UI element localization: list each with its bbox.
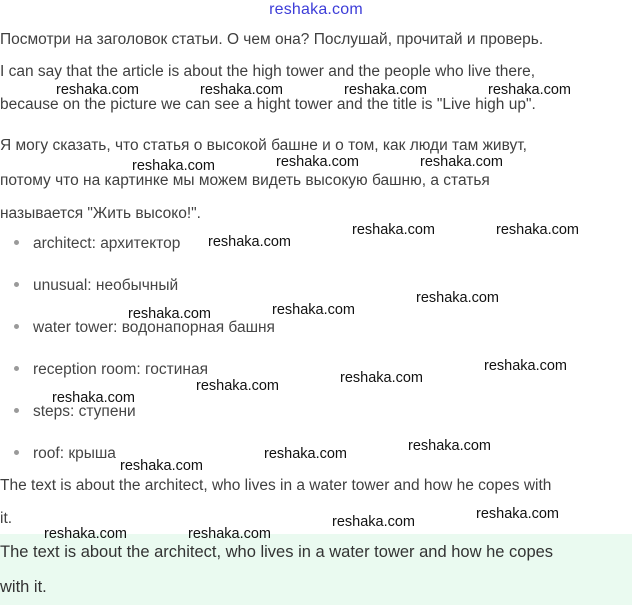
watermark: reshaka.com — [484, 358, 568, 374]
bullet-icon — [14, 408, 19, 413]
watermark: reshaka.com — [344, 82, 428, 98]
vocabulary-item-text: architect: архитектор — [33, 235, 181, 252]
watermark: reshaka.com — [340, 370, 424, 386]
watermark: reshaka.com — [332, 514, 416, 530]
site-header-link[interactable]: reshaka.com — [269, 1, 363, 18]
watermark: reshaka.com — [272, 302, 356, 318]
russian-answer-line-1: Я могу сказать, что статья о высокой башне и о том, как люди там живут, — [0, 137, 527, 154]
watermark: reshaka.com — [352, 222, 436, 238]
vocabulary-item-text: water tower: водонапорная башня — [33, 319, 275, 336]
watermark: reshaka.com — [56, 82, 140, 98]
watermark: reshaka.com — [416, 290, 500, 306]
bullet-icon — [14, 240, 19, 245]
bullet-icon — [14, 282, 19, 287]
watermark: reshaka.com — [264, 446, 348, 462]
vocabulary-item-text: unusual: необычный — [33, 277, 179, 294]
watermark: reshaka.com — [476, 506, 560, 522]
summary-line-2: it. — [0, 510, 13, 527]
watermark: reshaka.com — [132, 158, 216, 174]
russian-answer-line-2: потому что на картинке мы можем видеть высокую башню, а статья — [0, 172, 490, 189]
highlighted-answer-line-1: The text is about the architect, who lives in a water tower and how he copes — [0, 543, 554, 561]
watermark: reshaka.com — [496, 222, 580, 238]
highlighted-answer-box — [0, 534, 632, 605]
watermark: reshaka.com — [120, 458, 204, 474]
bullet-icon — [14, 450, 19, 455]
summary-line-1: The text is about the architect, who lives in a water tower and how he copes with — [0, 477, 552, 494]
vocabulary-item-text: roof: крыша — [33, 445, 116, 462]
watermark: reshaka.com — [488, 82, 572, 98]
watermark: reshaka.com — [408, 438, 492, 454]
vocabulary-item-text: steps: ступени — [33, 403, 136, 420]
watermark: reshaka.com — [208, 234, 292, 250]
english-answer-line-1: I can say that the article is about the high tower and the people who live there, — [0, 63, 536, 80]
bullet-icon — [14, 366, 19, 371]
watermark: reshaka.com — [52, 390, 136, 406]
watermark: reshaka.com — [44, 526, 128, 542]
vocabulary-item — [14, 235, 180, 253]
russian-answer-line-3: называется "Жить высоко!". — [0, 205, 201, 222]
bullet-icon — [14, 324, 19, 329]
watermark: reshaka.com — [276, 154, 360, 170]
highlighted-answer-line-2: with it. — [0, 578, 47, 596]
watermark: reshaka.com — [200, 82, 284, 98]
watermark: reshaka.com — [128, 306, 212, 322]
watermark: reshaka.com — [420, 154, 504, 170]
vocabulary-item — [14, 361, 208, 379]
task-instruction: Посмотри на заголовок статьи. О чем она? Послушай, прочитай и проверь. — [0, 31, 544, 48]
watermark: reshaka.com — [196, 378, 280, 394]
vocabulary-item — [14, 277, 178, 295]
vocabulary-item-text: reception room: гостиная — [33, 361, 209, 378]
watermark: reshaka.com — [188, 526, 272, 542]
english-answer-line-2: because on the picture we can see a hight tower and the title is "Live high up". — [0, 96, 536, 113]
vocabulary-item — [14, 445, 116, 463]
